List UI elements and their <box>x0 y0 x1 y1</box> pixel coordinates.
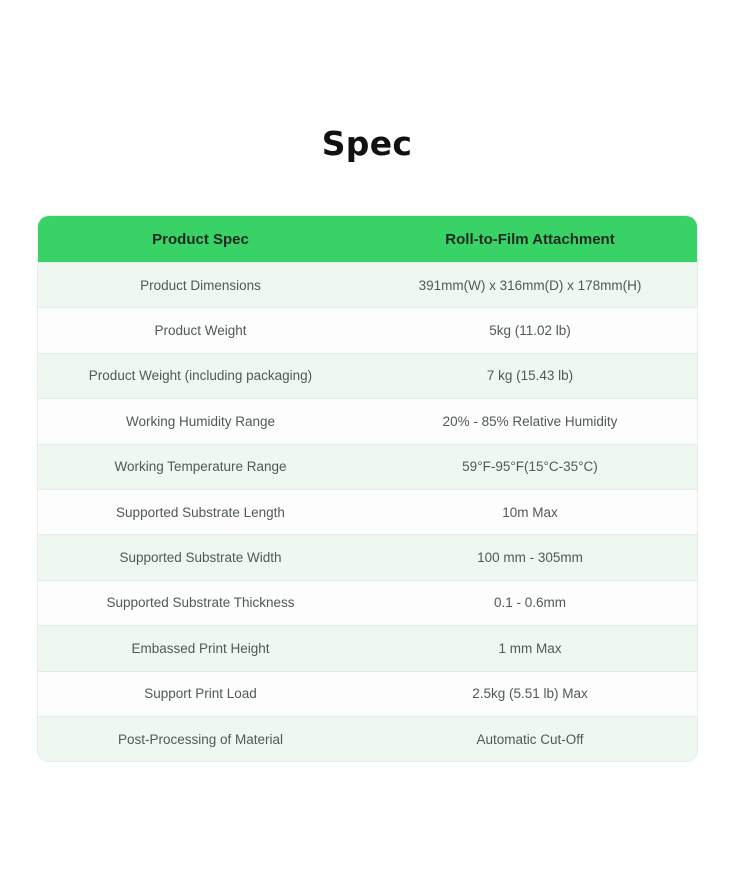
table-row <box>38 444 697 489</box>
spec-value: 0.1 - 0.6mm <box>493 595 567 611</box>
spec-label: Supported Substrate Length <box>116 504 285 520</box>
spec-value: 1 mm Max <box>498 640 562 656</box>
spec-label: Working Humidity Range <box>125 413 276 429</box>
table-row <box>38 262 697 307</box>
spec-label: Embassed Print Height <box>131 640 270 656</box>
spec-value: Automatic Cut-Off <box>476 731 584 747</box>
spec-label: Post-Processing of Material <box>117 731 284 747</box>
spec-value: 391mm(W) x 316mm(D) x 178mm(H) <box>418 277 642 293</box>
spec-value: 10m Max <box>502 504 558 520</box>
table-row <box>38 489 697 534</box>
table-row <box>38 353 697 398</box>
header-product-spec: Product Spec <box>152 230 249 248</box>
spec-label: Product Weight (including packaging) <box>88 368 313 384</box>
table-row <box>38 716 697 761</box>
spec-value: 20% - 85% Relative Humidity <box>442 413 618 429</box>
spec-label: Support Print Load <box>144 686 257 702</box>
header-roll-to-film-attachment: Roll-to-Film Attachment <box>445 230 615 248</box>
spec-label: Supported Substrate Thickness <box>106 595 295 611</box>
spec-table-header <box>38 216 697 262</box>
spec-label: Working Temperature Range <box>114 459 287 475</box>
spec-label: Product Dimensions <box>140 277 261 293</box>
spec-label: Supported Substrate Width <box>119 550 282 566</box>
spec-value: 59°F-95°F(15°C-35°C) <box>462 459 598 475</box>
spec-value: 2.5kg (5.51 lb) Max <box>472 686 588 702</box>
spec-value: 7 kg (15.43 lb) <box>486 368 574 384</box>
table-row <box>38 307 697 352</box>
table-row <box>38 671 697 716</box>
spec-value: 100 mm - 305mm <box>477 550 583 566</box>
spec-value: 5kg (11.02 lb) <box>489 323 571 339</box>
spec-table <box>37 215 698 762</box>
page-title: Spec <box>321 124 413 163</box>
table-row <box>38 625 697 670</box>
table-row <box>38 398 697 443</box>
spec-label: Product Weight <box>154 323 247 339</box>
table-row <box>38 534 697 579</box>
table-row <box>38 580 697 625</box>
